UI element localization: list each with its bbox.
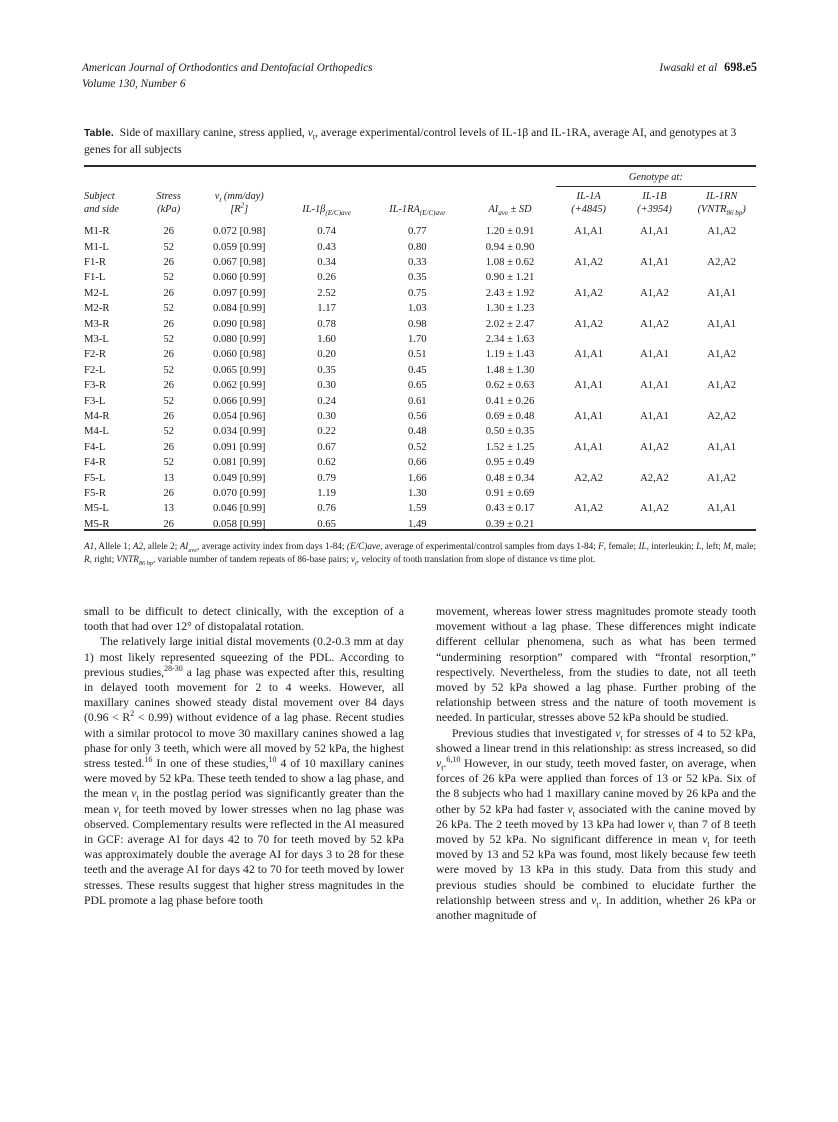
cell-stress: 26 (163, 317, 174, 330)
cell-gene2: A1,A1 (640, 410, 669, 422)
cell-il1ra: 1.03 (407, 302, 427, 315)
cell-gene3 (687, 329, 756, 344)
cell-gene1 (556, 299, 622, 314)
left-para-2: The relatively large initial distal movements (0.2-0.3 mm at day 1) most likely represented squeezing of the PDL. According to previous studies,$^{28-30}$ a lag phase was expected after this, resulting in delayed tooth movement for 2 to 4 weeks. However, all maxillary canines showed steady distal movement over 84 days $(0.96 < R^2 < 0.99)$ without evidence of a lag phase. Recent studies with a similar protocol to move 30 maxillary canines showed a lag phase for only 3 teeth, which were all moved by 52 kPa, the highest stress tested.$^{16}$ In one of these studies,$^{10}$ 4 of 10 maxillary canines were moved by 52 kPa. These teeth tended to show a lag phase, and the mean $v_t$ in the postlag period was significantly greater than the mean $v_t$ for teeth moved by lower stresses when no lag phase was observed. Complementary results were reflected in the AI measured in GCF: average AI for days 42 to 70 for teeth moved by 52 kPa was approximately double the average AI for days 3 to 28 for these teeth and the average AI for days 42 to 70 for teeth moved by lower stresses. These results suggest that higher stress magnitudes in the PDL promote a lag phase before tooth (84, 635, 404, 907)
cell-gene3 (687, 360, 756, 375)
cell-gene1 (556, 237, 622, 252)
cell-subject: F1-R (84, 256, 106, 269)
table-row (84, 437, 756, 452)
cell-ai: 0.94 ± 0.90 (485, 240, 535, 253)
cell-il1ra: 0.66 (407, 456, 427, 469)
cell-gene2: A1,A1 (640, 256, 669, 269)
col-header-vt-line2: $[R^2]$ (230, 201, 249, 216)
cell-stress: 52 (163, 363, 174, 376)
cell-il1b: 0.67 (317, 440, 336, 453)
cell-subject: M3-L (84, 333, 109, 346)
cell-il1ra: 0.45 (407, 363, 427, 376)
genotype-group-row (84, 172, 756, 187)
col-header-ai (464, 190, 555, 217)
cell-ai: 2.43 ± 1.92 (485, 286, 535, 299)
cell-il1ra: 0.35 (407, 271, 427, 284)
cell-vt: 0.066 [0.99] (212, 394, 266, 407)
cell-il1ra: 0.98 (407, 317, 427, 330)
table-row (84, 268, 756, 283)
table-row (84, 376, 756, 391)
cell-gene2 (622, 329, 688, 344)
cell-gene3: A1,A2 (707, 471, 737, 484)
cell-ai: 1.48 ± 1.30 (485, 363, 535, 376)
cell-gene2 (622, 514, 688, 530)
cell-subject: M5-R (84, 517, 110, 530)
cell-gene1: A1,A1 (574, 348, 604, 361)
cell-gene1: A1,A1 (574, 440, 604, 453)
cell-subject: F3-L (84, 394, 106, 407)
cell-il1ra: 0.51 (407, 348, 427, 361)
cell-il1b: 0.74 (317, 225, 336, 238)
cell-vt: 0.060 [0.98] (212, 348, 266, 361)
cell-vt: 0.072 [0.98] (212, 225, 266, 238)
cell-gene3 (687, 514, 756, 530)
cell-il1b: 0.26 (317, 271, 336, 284)
cell-il1b: 0.30 (317, 410, 336, 422)
cell-ai: 1.52 ± 1.25 (485, 440, 535, 453)
cell-gene3: A1,A2 (707, 379, 737, 392)
running-head-right (659, 60, 757, 75)
cell-gene3: A2,A2 (707, 256, 737, 269)
cell-vt: 0.058 [0.99] (212, 517, 266, 530)
cell-vt: 0.081 [0.99] (212, 456, 266, 469)
cell-gene1: A1,A1 (574, 410, 604, 422)
col-header-ai-text: $AI_{ave}$ ± SD (488, 204, 532, 218)
col-header-il1ra (370, 190, 464, 217)
cell-gene3: A1,A1 (707, 317, 737, 330)
cell-stress: 26 (163, 379, 174, 392)
cell-il1ra: 1.70 (407, 333, 427, 346)
cell-stress: 26 (163, 517, 174, 530)
cell-gene2: A1,A2 (640, 286, 669, 299)
table-row (84, 406, 756, 421)
cell-vt: 0.070 [0.99] (212, 486, 266, 499)
col-header-stress-line2: (kPa) (157, 204, 181, 216)
column-header-row (84, 190, 756, 217)
cell-il1b: 0.35 (317, 363, 336, 376)
cell-stress: 26 (163, 348, 174, 361)
cell-il1ra: 1.49 (407, 517, 427, 530)
cell-il1ra: 1.59 (407, 502, 427, 515)
table-footnote: A1, Allele 1; A2, allele 2; $AI_{ave}$, average activity index from days 1-84; (E/C)ave, average of experimental/control samples from days 1-84; F, female; IL, interleukin; L, left; M, male; R, right; $VNTR_{86 bp}$, variable number of tandem repeats of 86-base pairs; $v_t$, velocity of tooth translation from slope of distance vs time plot. (84, 541, 756, 567)
cell-stress: 26 (163, 440, 174, 453)
cell-gene1 (556, 329, 622, 344)
table-row (84, 452, 756, 467)
table-row (84, 499, 756, 514)
cell-vt: 0.080 [0.99] (212, 333, 266, 346)
cell-gene3: A1,A2 (707, 225, 737, 238)
cell-vt: 0.059 [0.99] (212, 240, 266, 253)
cell-gene1 (556, 422, 622, 437)
cell-subject: M4-L (84, 425, 109, 438)
cell-gene1 (556, 268, 622, 283)
cell-il1ra: 0.33 (407, 256, 427, 269)
table-row (84, 360, 756, 375)
cell-il1ra: 0.52 (407, 440, 427, 453)
cell-il1b: 0.62 (317, 456, 336, 469)
cell-stress: 13 (163, 502, 174, 515)
cell-ai: 0.69 ± 0.48 (485, 410, 535, 422)
table-row (84, 483, 756, 498)
cell-ai: 1.30 ± 1.23 (485, 302, 535, 315)
cell-il1b: 1.17 (317, 302, 336, 315)
cell-subject: M4-R (84, 410, 110, 422)
cell-gene2 (622, 237, 688, 252)
cell-subject: F4-R (84, 456, 106, 469)
table-block (84, 125, 756, 565)
table-body (84, 217, 756, 536)
cell-gene1: A1,A2 (574, 317, 604, 330)
col-header-gene-il1a (556, 190, 622, 217)
table-row (84, 468, 756, 483)
cell-stress: 26 (163, 410, 174, 422)
table-row (84, 391, 756, 406)
cell-stress: 26 (163, 225, 174, 238)
cell-gene2: A1,A2 (640, 317, 669, 330)
cell-gene2: A1,A2 (640, 440, 669, 453)
cell-il1ra: 0.75 (407, 286, 427, 299)
col-header-gene-il1b (622, 190, 688, 217)
cell-subject: M2-L (84, 286, 109, 299)
col-header-gene1-line1: IL-1A (576, 190, 601, 202)
cell-subject: F4-L (84, 440, 106, 453)
cell-gene1 (556, 360, 622, 375)
cell-subject: M2-R (84, 302, 110, 315)
cell-gene2 (622, 391, 688, 406)
cell-ai: 0.50 ± 0.35 (485, 425, 535, 438)
author-citation: Iwasaki et al (659, 62, 718, 74)
table-caption (84, 125, 756, 159)
cell-vt: 0.067 [0.98] (212, 256, 266, 269)
cell-gene1 (556, 452, 622, 467)
cell-gene2 (622, 452, 688, 467)
cell-il1ra: 1.30 (407, 486, 427, 499)
col-header-gene2-line1: IL-1B (642, 190, 667, 202)
page-folio: 698.e5 (724, 60, 757, 74)
cell-ai: 0.91 ± 0.69 (485, 486, 535, 499)
cell-stress: 52 (163, 240, 174, 253)
cell-gene2 (622, 483, 688, 498)
cell-ai: 0.43 ± 0.17 (485, 502, 535, 515)
cell-gene1: A1,A1 (574, 225, 604, 238)
cell-subject: F5-L (84, 471, 106, 484)
cell-subject: F3-R (84, 379, 106, 392)
cell-gene3: A1,A1 (707, 502, 737, 515)
col-header-gene3-line1: IL-1RN (706, 190, 738, 202)
cell-il1b: 0.65 (317, 517, 336, 530)
cell-stress: 26 (163, 286, 174, 299)
cell-il1ra: 1.66 (407, 471, 427, 484)
cell-ai: 0.62 ± 0.63 (485, 379, 535, 392)
cell-vt: 0.034 [0.99] (212, 425, 266, 438)
cell-gene3: A1,A1 (707, 440, 737, 453)
cell-gene3 (687, 391, 756, 406)
cell-il1ra: 0.80 (407, 240, 427, 253)
cell-ai: 1.19 ± 1.43 (485, 348, 535, 361)
col-header-vt (196, 190, 283, 217)
cell-gene2 (622, 268, 688, 283)
cell-subject: M3-R (84, 317, 110, 330)
cell-vt: 0.091 [0.99] (212, 440, 266, 453)
col-header-gene1-line2: (+4845) (571, 204, 606, 216)
cell-stress: 52 (163, 456, 174, 469)
right-para-1: movement, whereas lower stress magnitudes promote steady tooth movement without a lag phase. These differences might indicate different cellular phenomena, such as what has been termed “undermining resorption” compared with “frontal resorption,” respectively. Nevertheless, from the studies to date, not all teeth moved by 52 kPa showed a lag phase. Further probing of the relationship between stress and the nature of tooth movement is needed. In particular, stresses above 52 kPa should be studied. (436, 605, 756, 725)
left-column (84, 604, 404, 923)
cell-stress: 26 (163, 256, 174, 269)
table-row (84, 217, 756, 237)
journal-volume-issue: Volume 130, Number 6 (82, 78, 186, 91)
cell-subject: F5-R (84, 486, 106, 499)
cell-ai: 1.08 ± 0.62 (485, 256, 535, 269)
cell-il1b: 0.43 (317, 240, 336, 253)
cell-il1b: 0.78 (317, 317, 336, 330)
table-row (84, 283, 756, 298)
cell-vt: 0.065 [0.99] (212, 363, 266, 376)
col-header-gene3-line2: $(VNTR_{86 bp})$ (697, 204, 746, 218)
col-header-stress (142, 190, 196, 217)
cell-gene1: A1,A2 (574, 502, 604, 515)
cell-subject: M5-L (84, 502, 109, 515)
col-header-stress-line1: Stress (156, 190, 181, 202)
cell-stress: 26 (163, 486, 174, 499)
cell-subject: M1-R (84, 225, 110, 238)
cell-gene3 (687, 299, 756, 314)
table-label: Table. (84, 128, 114, 139)
cell-ai: 0.90 ± 1.21 (485, 271, 535, 284)
cell-subject: M1-L (84, 240, 109, 253)
table-caption-text: Side of maxillary canine, stress applied, $v_t$, average experimental/control levels of IL-1β and IL-1RA, average AI, and genotypes at 3 genes for all subjects (84, 126, 737, 156)
cell-il1b: 0.24 (317, 394, 336, 407)
cell-gene2: A1,A1 (640, 348, 669, 361)
cell-subject: F1-L (84, 271, 106, 284)
right-para-2: Previous studies that investigated $v_t$ for stresses of 4 to 52 kPa, showed a linear trend in this relationship: as stress increased, so did $v_t.^{6,10}$ However, in our study, teeth moved faster, on average, when forces of 26 kPa were applied than forces of 13 or 52 kPa. Six of the 8 subjects who had 1 maxillary canine moved by 26 kPa and the other by 52 kPa had faster $v_t$ associated with the canine moved by 26 kPa. The 2 teeth moved by 13 kPa had lower $v_t$ than 7 of 8 teeth moved by 52 kPa. No significant difference in mean $v_t$ for teeth moved by 13 and 52 kPa was found, most likely because few teeth were moved by 13 kPa in this study. Data from this study and previous studies should be combined to elucidate further the relationship between stress and $v_t$. In addition, whether 26 kPa or another magnitude of (436, 726, 756, 923)
cell-gene3 (687, 422, 756, 437)
cell-gene1: A1,A2 (574, 256, 604, 269)
table-row (84, 422, 756, 437)
cell-gene2: A1,A2 (640, 502, 669, 515)
cell-stress: 13 (163, 471, 174, 484)
journal-title-block (82, 60, 373, 92)
cell-vt: 0.090 [0.98] (212, 317, 266, 330)
table-row (84, 329, 756, 344)
cell-ai: 2.34 ± 1.63 (485, 333, 535, 346)
cell-gene2 (622, 299, 688, 314)
cell-ai: 0.95 ± 0.49 (485, 456, 535, 469)
col-header-subject-line2: and side (84, 204, 119, 216)
table-row (84, 514, 756, 530)
cell-stress: 52 (163, 394, 174, 407)
cell-stress: 52 (163, 271, 174, 284)
cell-il1b: 0.79 (317, 471, 336, 484)
cell-vt: 0.097 [0.99] (212, 286, 266, 299)
right-column (436, 604, 756, 923)
cell-gene1: A1,A2 (574, 286, 604, 299)
table-row (84, 237, 756, 252)
cell-il1b: 1.60 (317, 333, 336, 346)
genotype-group-label: Genotype at: (556, 172, 756, 187)
cell-gene3: A1,A2 (707, 348, 737, 361)
cell-vt: 0.049 [0.99] (212, 471, 266, 484)
col-header-il1b (283, 190, 370, 217)
cell-ai: 0.41 ± 0.26 (485, 394, 535, 407)
col-header-subject (84, 190, 142, 217)
cell-gene1: A2,A2 (574, 471, 604, 484)
cell-il1ra: 0.61 (407, 394, 427, 407)
cell-gene3 (687, 452, 756, 467)
cell-gene3: A2,A2 (707, 410, 737, 422)
cell-gene3 (687, 237, 756, 252)
cell-il1b: 0.76 (317, 502, 336, 515)
results-table (84, 165, 756, 536)
cell-ai: 1.20 ± 0.91 (485, 225, 535, 238)
col-header-il1b-text: $IL-1\beta_{(E/C)ave}$ (302, 204, 351, 218)
cell-gene2: A1,A1 (640, 379, 669, 392)
cell-subject: F2-L (84, 363, 106, 376)
cell-vt: 0.084 [0.99] (212, 302, 266, 315)
col-header-gene-il1rn (687, 190, 756, 217)
col-header-il1ra-text: $IL-1RA_{(E/C)ave}$ (389, 204, 446, 218)
left-para-1: small to be difficult to detect clinically, with the exception of a tooth that had over 12° of distopalatal rotation. (84, 605, 404, 634)
col-header-subject-line1: Subject (84, 190, 115, 202)
cell-il1b: 0.34 (317, 256, 336, 269)
col-header-gene2-line2: (+3954) (637, 204, 672, 216)
cell-ai: 0.39 ± 0.21 (485, 517, 535, 530)
table-row (84, 299, 756, 314)
body-columns (84, 604, 756, 923)
cell-vt: 0.046 [0.99] (212, 502, 266, 515)
cell-il1b: 2.52 (317, 286, 336, 299)
cell-il1b: 0.22 (317, 425, 336, 438)
cell-stress: 52 (163, 302, 174, 315)
cell-gene1 (556, 483, 622, 498)
cell-ai: 0.48 ± 0.34 (485, 471, 535, 484)
running-head (82, 60, 757, 92)
cell-stress: 52 (163, 425, 174, 438)
col-header-vt-line1: $v_t$ (mm/day) (214, 190, 264, 204)
cell-gene1 (556, 514, 622, 530)
cell-gene3 (687, 268, 756, 283)
cell-ai: 2.02 ± 2.47 (485, 317, 535, 330)
table-bottom-rule (84, 530, 756, 535)
cell-il1ra: 0.65 (407, 379, 427, 392)
cell-gene2: A2,A2 (640, 471, 669, 484)
cell-il1b: 0.20 (317, 348, 336, 361)
cell-il1ra: 0.77 (407, 225, 427, 238)
cell-gene3: A1,A1 (707, 286, 737, 299)
cell-il1ra: 0.56 (407, 410, 427, 422)
table-row (84, 252, 756, 267)
table-row (84, 345, 756, 360)
cell-vt: 0.062 [0.99] (212, 379, 266, 392)
cell-gene2 (622, 422, 688, 437)
cell-il1ra: 0.48 (407, 425, 427, 438)
cell-subject: F2-R (84, 348, 106, 361)
cell-gene1: A1,A1 (574, 379, 604, 392)
cell-vt: 0.060 [0.99] (212, 271, 266, 284)
cell-gene2 (622, 360, 688, 375)
journal-name: American Journal of Orthodontics and Dentofacial Orthopedics (82, 62, 373, 74)
genotype-group-header (556, 172, 756, 187)
cell-gene2: A1,A1 (640, 225, 669, 238)
cell-stress: 52 (163, 333, 174, 346)
cell-gene3 (687, 483, 756, 498)
cell-il1b: 1.19 (317, 486, 336, 499)
cell-vt: 0.054 [0.96] (212, 410, 266, 422)
cell-il1b: 0.30 (317, 379, 336, 392)
table-row (84, 314, 756, 329)
cell-gene1 (556, 391, 622, 406)
